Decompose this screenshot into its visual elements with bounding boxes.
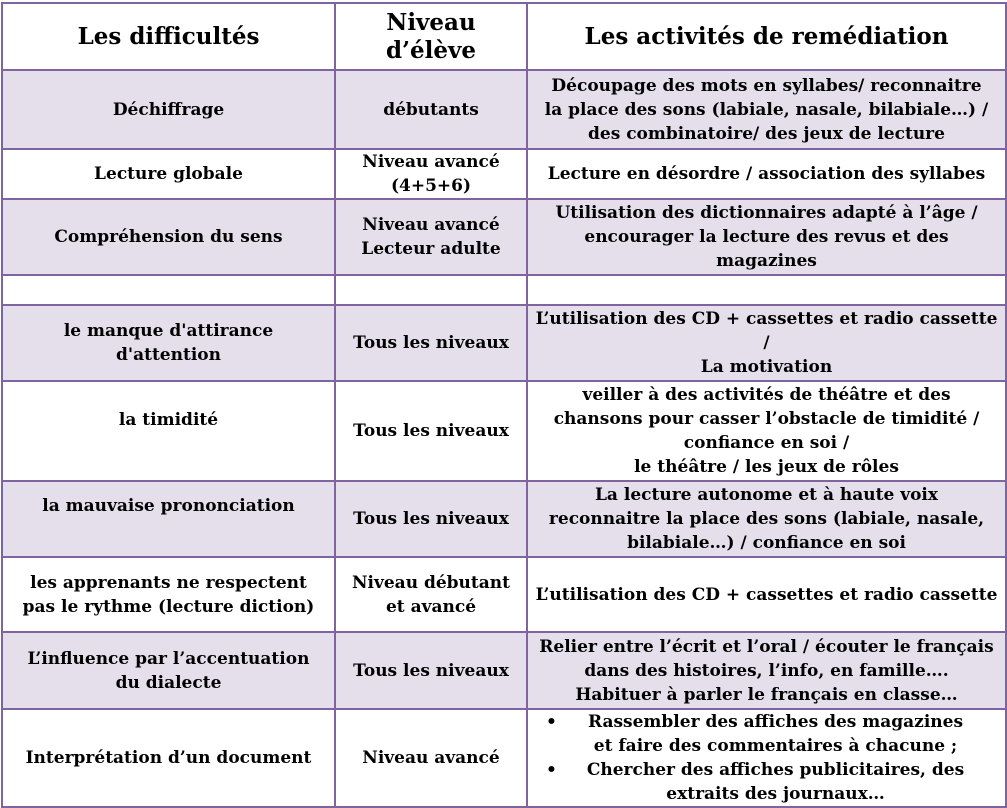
header-remediation-activities: Les activités de remédiation	[527, 3, 1006, 70]
header-difficulties: Les difficultés	[2, 3, 335, 70]
bullet-item: • Chercher des affiches publicitaires, des extraits des journaux…	[534, 758, 999, 806]
difficulty-cell: la mauvaise prononciation	[2, 481, 335, 557]
remediation-table	[1, 2, 1007, 808]
difficulty-cell: Lecture globale	[2, 149, 335, 199]
level-cell: Niveau avancé	[335, 709, 527, 807]
table-row	[2, 199, 1006, 275]
difficulty-cell: Compréhension du sens	[2, 199, 335, 275]
table-row	[2, 557, 1006, 632]
activities-cell	[527, 709, 1006, 807]
table-row	[2, 381, 1006, 481]
difficulty-cell: les apprenants ne respectent pas le rythme (lecture diction)	[2, 557, 335, 632]
level-cell: Tous les niveaux	[335, 305, 527, 381]
activities-cell: La lecture autonome et à haute voix reconnaitre la place des sons (labiale, nasale, bilabiale…) / confiance en soi	[527, 481, 1006, 557]
difficulty-cell: L’influence par l’accentuation du dialecte	[2, 632, 335, 709]
activities-cell: Relier entre l’écrit et l’oral / écouter le français dans des histoires, l’info, en famille…. Habituer à parler le français en classe…	[527, 632, 1006, 709]
activities-cell: veiller à des activités de théâtre et des chansons pour casser l’obstacle de timidité / confiance en soi / le théâtre / les jeux de rôles	[527, 381, 1006, 481]
empty-cell	[335, 275, 527, 305]
table-row	[2, 481, 1006, 557]
table-row	[2, 632, 1006, 709]
level-cell: débutants	[335, 70, 527, 149]
activities-bullet-list	[534, 710, 999, 806]
table-row	[2, 149, 1006, 199]
header-student-level: Niveau d’élève	[335, 3, 527, 70]
empty-cell	[2, 275, 335, 305]
level-cell: Niveau avancé (4+5+6)	[335, 149, 527, 199]
activities-cell: L’utilisation des CD + cassettes et radio cassette / La motivation	[527, 305, 1006, 381]
activities-cell: Lecture en désordre / association des syllabes	[527, 149, 1006, 199]
header-row	[2, 3, 1006, 70]
table-row	[2, 709, 1006, 807]
level-cell: Tous les niveaux	[335, 481, 527, 557]
activities-cell: L’utilisation des CD + cassettes et radio cassette	[527, 557, 1006, 632]
activities-cell: Utilisation des dictionnaires adapté à l’âge / encourager la lecture des revus et des magazines	[527, 199, 1006, 275]
level-cell: Niveau débutant et avancé	[335, 557, 527, 632]
table-row	[2, 305, 1006, 381]
bullet-item: • Rassembler des affiches des magazines et faire des commentaires à chacune ;	[534, 710, 999, 758]
table-row	[2, 70, 1006, 149]
level-cell: Tous les niveaux	[335, 632, 527, 709]
empty-row	[2, 275, 1006, 305]
difficulty-cell: Déchiffrage	[2, 70, 335, 149]
difficulty-cell: la timidité	[2, 381, 335, 481]
level-cell: Niveau avancé Lecteur adulte	[335, 199, 527, 275]
activities-cell: Découpage des mots en syllabes/ reconnaitre la place des sons (labiale, nasale, bilabiale…) / des combinatoire/ des jeux de lecture	[527, 70, 1006, 149]
difficulty-cell: Interprétation d’un document	[2, 709, 335, 807]
difficulty-cell: le manque d'attirance d'attention	[2, 305, 335, 381]
empty-cell	[527, 275, 1006, 305]
level-cell: Tous les niveaux	[335, 381, 527, 481]
